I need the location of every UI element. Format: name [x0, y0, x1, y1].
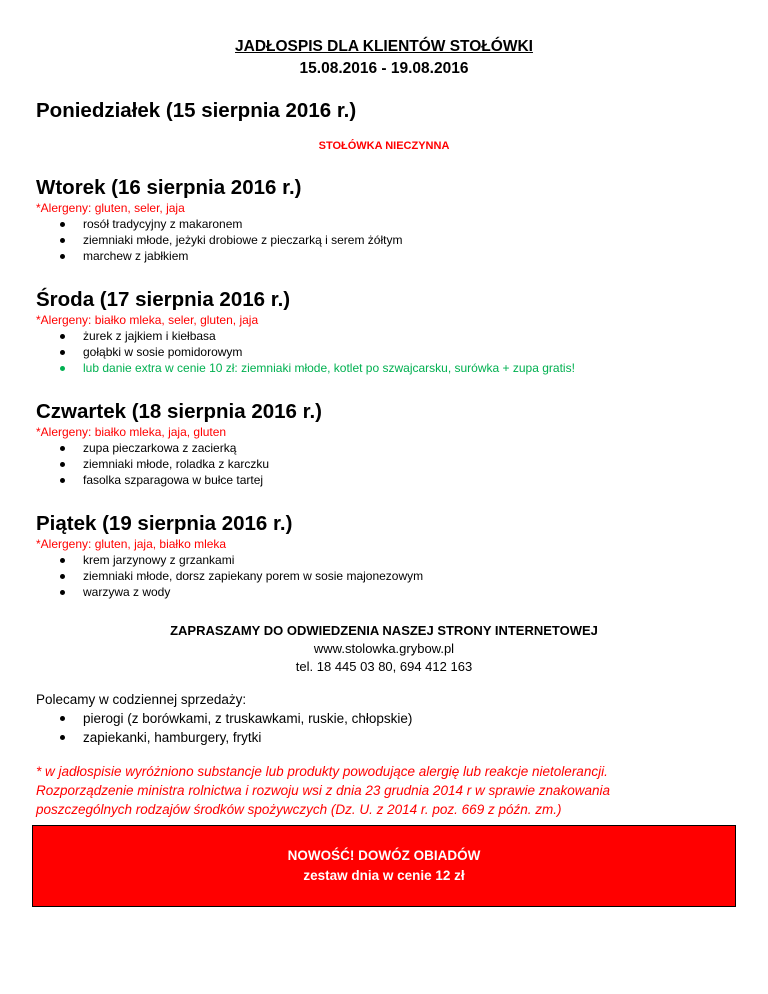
contact-section [0, 622, 768, 676]
day-heading-wednesday: Środa (17 sierpnia 2016 r.) [36, 288, 291, 311]
menu-item: gołąbki w sosie pomidorowym [36, 344, 736, 360]
day-monday [36, 98, 736, 124]
day-friday [36, 511, 736, 600]
note-line: Rozporządzenie ministra rolnictwa i rozwoju wsi z dnia 23 grudnia 2014 r w sprawie znakowania [36, 783, 611, 798]
day-tuesday [36, 175, 736, 264]
document-header [0, 36, 768, 80]
menu-list-tuesday [36, 216, 736, 264]
website-invitation: ZAPRASZAMY DO ODWIEDZENIA NASZEJ STRONY INTERNETOWEJ [170, 623, 598, 638]
phone-numbers: tel. 18 445 03 80, 694 412 163 [295, 659, 473, 674]
menu-item: fasolka szparagowa w bułce tartej [36, 472, 736, 488]
menu-list-friday [36, 552, 736, 600]
daily-offer-section [36, 690, 736, 747]
allergen-legal-note [36, 762, 736, 819]
allergens-tuesday: *Alergeny: gluten, seler, jaja [36, 201, 185, 215]
menu-item: krem jarzynowy z grzankami [36, 552, 736, 568]
canteen-closed-notice: STOŁÓWKA NIECZYNNA [318, 140, 450, 152]
day-thursday [36, 399, 736, 488]
document-title: JADŁOSPIS DLA KLIENTÓW STOŁÓWKI [235, 38, 533, 55]
menu-item: warzywa z wody [36, 584, 736, 600]
note-line: poszczególnych rodzajów środków spożywczych (Dz. U. z 2014 r. poz. 669 z późn. zm.) [36, 802, 562, 817]
daily-offer-list [36, 709, 736, 747]
banner-subline: zestaw dnia w cenie 12 zł [303, 868, 465, 883]
menu-item: rosół tradycyjny z makaronem [36, 216, 736, 232]
menu-item: ziemniaki młode, dorsz zapiekany porem w sosie majonezowym [36, 568, 736, 584]
menu-item: żurek z jajkiem i kiełbasa [36, 328, 736, 344]
banner-headline: NOWOŚĆ! DOWÓZ OBIADÓW [287, 848, 481, 863]
list-item: zapiekanki, hamburgery, frytki [36, 728, 736, 747]
note-line: * w jadłospisie wyróżniono substancje lub produkty powodujące alergię lub reakcje nietolerancji. [36, 764, 608, 779]
daily-offer-intro: Polecamy w codziennej sprzedaży: [36, 692, 247, 707]
menu-list-thursday [36, 440, 736, 488]
day-heading-tuesday: Wtorek (16 sierpnia 2016 r.) [36, 176, 302, 199]
menu-item: zupa pieczarkowa z zacierką [36, 440, 736, 456]
menu-item-extra-offer: lub danie extra w cenie 10 zł: ziemniaki młode, kotlet po szwajcarsku, surówka + zupa gratis! [36, 360, 736, 376]
allergens-wednesday: *Alergeny: białko mleka, seler, gluten, jaja [36, 313, 259, 327]
menu-item: ziemniaki młode, jeżyki drobiowe z pieczarką i serem żółtym [36, 232, 736, 248]
allergens-thursday: *Alergeny: białko mleka, jaja, gluten [36, 425, 227, 439]
day-heading-friday: Piątek (19 sierpnia 2016 r.) [36, 512, 293, 535]
day-heading-monday: Poniedziałek (15 sierpnia 2016 r.) [36, 99, 357, 122]
website-link[interactable]: www.stolowka.grybow.pl [313, 641, 455, 656]
menu-list-wednesday [36, 328, 736, 376]
menu-item: ziemniaki młode, roladka z karczku [36, 456, 736, 472]
day-wednesday [36, 287, 736, 376]
date-range: 15.08.2016 - 19.08.2016 [299, 60, 469, 77]
menu-item: marchew z jabłkiem [36, 248, 736, 264]
day-heading-thursday: Czwartek (18 sierpnia 2016 r.) [36, 400, 323, 423]
allergens-friday: *Alergeny: gluten, jaja, białko mleka [36, 537, 227, 551]
list-item: pierogi (z borówkami, z truskawkami, ruskie, chłopskie) [36, 709, 736, 728]
delivery-banner [32, 825, 736, 907]
